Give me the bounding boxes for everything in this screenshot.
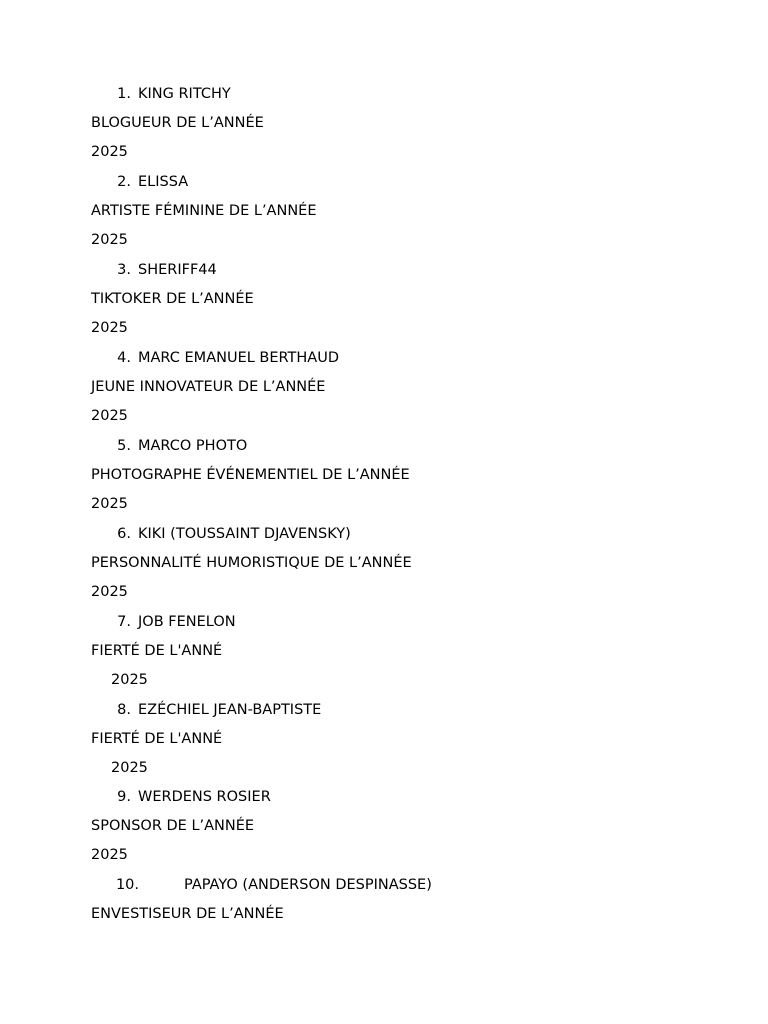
award-year: 2025 <box>91 144 128 160</box>
award-title: ENVESTISEUR DE L’ANNÉE <box>91 906 284 922</box>
award-winner-name: KIKI (TOUSSAINT DJAVENSKY) <box>138 526 351 542</box>
list-number: 4. <box>117 350 131 366</box>
award-year: 2025 <box>91 232 128 248</box>
award-title: JEUNE INNOVATEUR DE L’ANNÉE <box>91 379 326 395</box>
award-year: 2025 <box>91 584 128 600</box>
list-number: 5. <box>117 438 131 454</box>
list-number: 8. <box>117 702 131 718</box>
award-winner-name: EZÉCHIEL JEAN-BAPTISTE <box>138 702 322 718</box>
award-year: 2025 <box>91 847 128 863</box>
list-number: 7. <box>117 614 131 630</box>
award-year: 2025 <box>111 760 148 776</box>
award-winner-name: PAPAYO (ANDERSON DESPINASSE) <box>184 877 432 893</box>
list-number: 9. <box>117 789 131 805</box>
award-title: ARTISTE FÉMININE DE L’ANNÉE <box>91 203 317 219</box>
award-winner-name: WERDENS ROSIER <box>138 789 271 805</box>
award-winner-name: MARCO PHOTO <box>138 438 248 454</box>
list-number: 6. <box>117 526 131 542</box>
award-winner-name: JOB FENELON <box>138 614 236 630</box>
award-winner-name: KING RITCHY <box>138 86 231 102</box>
award-title: BLOGUEUR DE L’ANNÉE <box>91 115 264 131</box>
award-title: FIERTÉ DE L'ANNÉ <box>91 643 223 659</box>
award-year: 2025 <box>91 320 128 336</box>
list-number: 3. <box>117 262 131 278</box>
award-winner-name: ELISSA <box>138 174 189 190</box>
award-year: 2025 <box>91 408 128 424</box>
award-title: TIKTOKER DE L’ANNÉE <box>91 291 254 307</box>
award-winner-name: SHERIFF44 <box>138 262 217 278</box>
award-title: PHOTOGRAPHE ÉVÉNEMENTIEL DE L’ANNÉE <box>91 467 410 483</box>
award-winner-name: MARC EMANUEL BERTHAUD <box>138 350 340 366</box>
list-number: 2. <box>117 174 131 190</box>
award-title: SPONSOR DE L’ANNÉE <box>91 818 255 834</box>
award-title: PERSONNALITÉ HUMORISTIQUE DE L’ANNÉE <box>91 555 412 571</box>
list-number: 10. <box>115 877 139 893</box>
award-year: 2025 <box>91 496 128 512</box>
list-number: 1. <box>117 86 131 102</box>
award-title: FIERTÉ DE L'ANNÉ <box>91 731 223 747</box>
award-year: 2025 <box>111 672 148 688</box>
